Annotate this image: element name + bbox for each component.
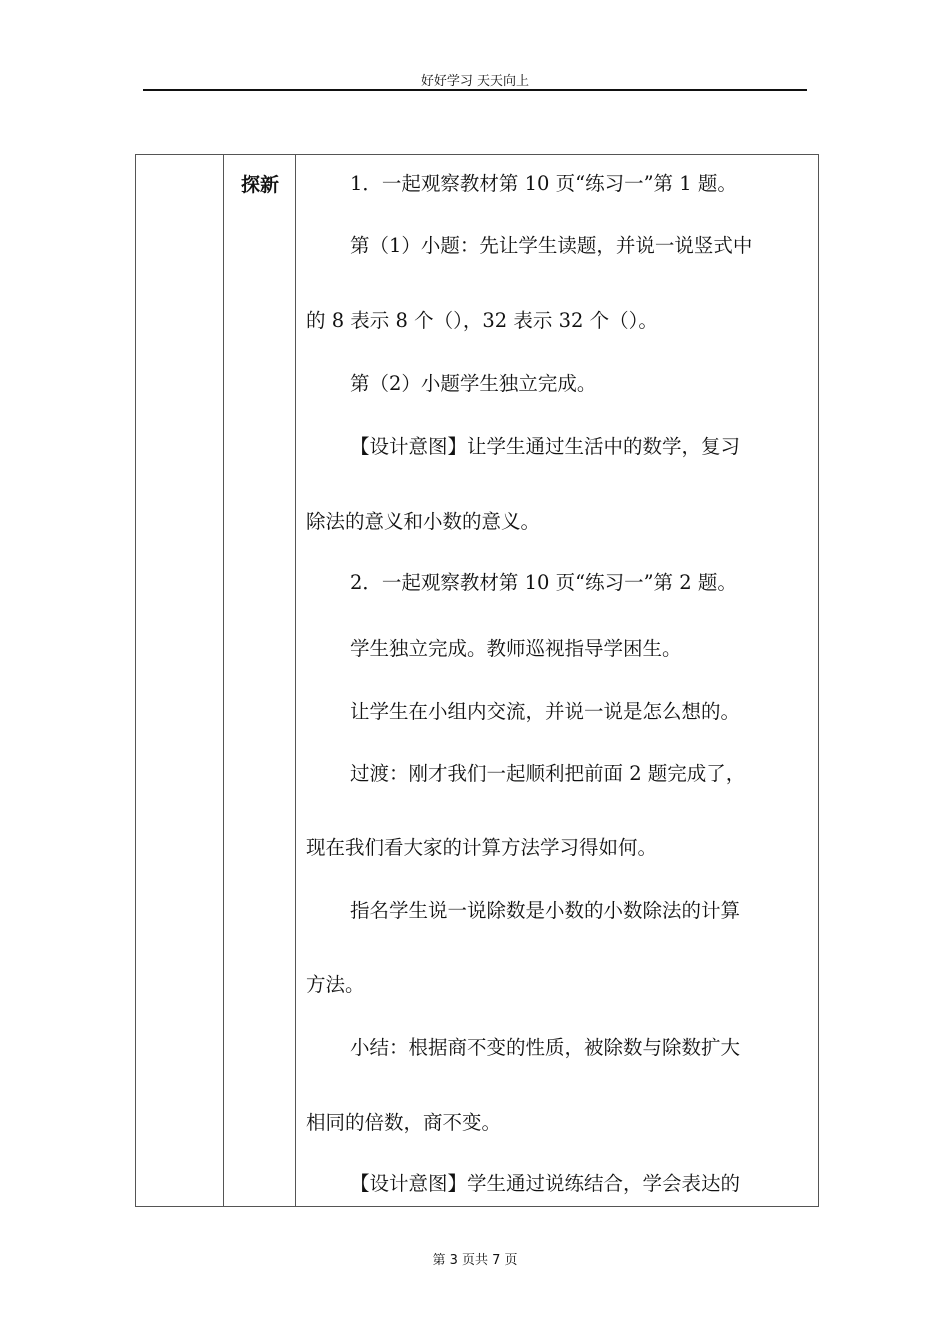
paragraph-line: 1．一起观察教材第 10 页“练习一”第 1 题。 — [350, 172, 737, 195]
paragraph-line: 指名学生说一说除数是小数的小数除法的计算 — [350, 899, 741, 922]
paragraph-line: 现在我们看大家的计算方法学习得如何。 — [306, 836, 658, 859]
paragraph-line: 除法的意义和小数的意义。 — [306, 510, 541, 533]
paragraph-line: 【设计意图】学生通过说练结合，学会表达的 — [350, 1172, 741, 1195]
header-divider — [143, 89, 807, 91]
table-column-divider-2 — [295, 155, 296, 1206]
page-header-text: 好好学习 天天向上 — [420, 74, 530, 89]
paragraph-line: 小结：根据商不变的性质，被除数与除数扩大 — [350, 1036, 741, 1059]
paragraph-line: 过渡：刚才我们一起顺利把前面 2 题完成了， — [350, 762, 746, 785]
page-footer-text: 第 3 页共 7 页 — [432, 1253, 518, 1268]
table-column-divider-1 — [223, 155, 224, 1206]
paragraph-line: 第（2）小题学生独立完成。 — [350, 372, 597, 395]
section-label: 探新 — [240, 174, 279, 196]
paragraph-line: 2．一起观察教材第 10 页“练习一”第 2 题。 — [350, 571, 737, 594]
paragraph-line: 相同的倍数，商不变。 — [306, 1111, 502, 1134]
paragraph-line: 【设计意图】让学生通过生活中的数学，复习 — [350, 435, 741, 458]
paragraph-line: 学生独立完成。教师巡视指导学困生。 — [350, 637, 682, 660]
paragraph-line: 第（1）小题：先让学生读题，并说一说竖式中 — [350, 234, 753, 257]
paragraph-line: 的 8 表示 8 个（），32 表示 32 个（）。 — [306, 309, 658, 332]
lesson-table — [135, 154, 819, 1207]
paragraph-line: 方法。 — [306, 973, 365, 996]
paragraph-line: 让学生在小组内交流，并说一说是怎么想的。 — [350, 700, 741, 723]
